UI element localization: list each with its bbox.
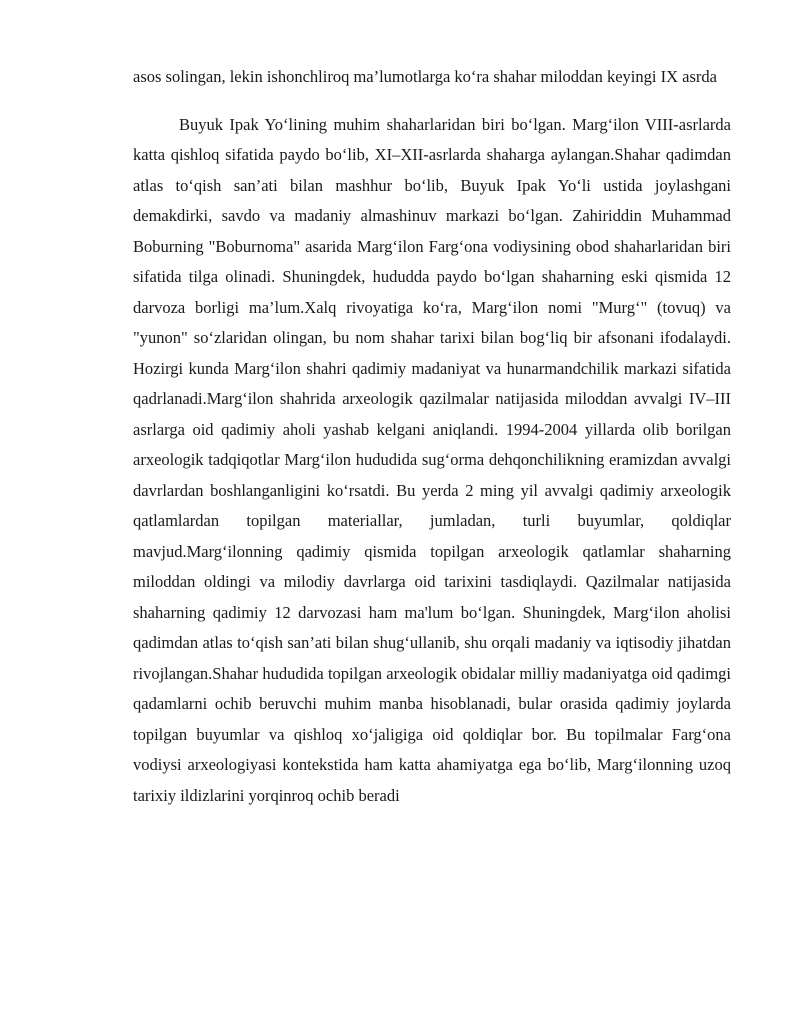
paragraph-continued: asos solingan, lekin ishonchliroq ma’lumotlarga ko‘ra shahar miloddan keyingi IX asrda xyxy=(133,67,717,86)
paragraph-margilon-history: Buyuk Ipak Yo‘lining muhim shaharlaridan biri bo‘lgan. Marg‘ilon VIII-asrlarda katta qishloq sifatida paydo bo‘lib, XI–XII-asrlarda shaharga aylangan.Shahar qadimdan atlas to‘qish san’ati bilan mashhur bo‘lib, Buyuk Ipak Yo‘li ustida joylashgani demakdirki, savdo va madaniy almashinuv markazi bo‘lgan. Zahiriddin Muhammad Boburning "Boburnoma" asarida Marg‘ilon Farg‘ona vodiysining obod shaharlaridan biri sifatida tilga olinadi. Shuningdek, hududda paydo bo‘lgan shaharning eski qismida 12 darvoza borligi ma’lum.Xalq rivoyatiga ko‘ra, Marg‘ilon nomi "Murg‘" (tovuq) va "yunon" so‘zlaridan olingan, bu nom shahar tarixi bilan bog‘liq bir afsonani ifodalaydi. Hozirgi kunda Marg‘ilon shahri qadimiy madaniyat va hunarmandchilik markazi sifatida qadrlanadi.Marg‘ilon shahrida arxeologik qazilmalar natijasida miloddan avvalgi IV–III asrlarga oid qadimiy aholi yashab kelgani aniqlandi. 1994-2004 yillarda olib borilgan arxeologik tadqiqotlar Marg‘ilon hududida sug‘orma dehqonchilikning eramizdan avvalgi davrlardan boshlanganligini ko‘rsatdi. Bu yerda 2 ming yil avvalgi qadimiy arxeologik qatlamlardan topilgan materiallar, jumladan, turli buyumlar, qoldiqlar mavjud.Marg‘ilonning qadimiy qismida topilgan arxeologik qatlamlar shaharning miloddan oldingi va milodiy davrlarga oid tarixini tasdiqlaydi. Qazilmalar natijasida shaharning qadimiy 12 darvozasi ham ma'lum bo‘lgan. Shuningdek, Marg‘ilon aholisi qadimdan atlas to‘qish san’ati bilan shug‘ullanib, shu orqali madaniy va iqtisodiy jihatdan rivojlangan.Shahar hududida topilgan arxeologik obidalar milliy madaniyatga oid qadimgi qadamlarni ochib beruvchi muhim manba hisoblanadi, bular orasida qadimiy joylarda topilgan buyumlar va qishloq xo‘jaligiga oid qoldiqlar bor. Bu topilmalar Farg‘ona vodiysi arxeologiyasi kontekstida ham katta ahamiyatga ega bo‘lib, Marg‘ilonning uzoq tarixiy ildizlarini yorqinroq ochib beradi xyxy=(133,114,731,805)
document-body xyxy=(133,62,731,811)
